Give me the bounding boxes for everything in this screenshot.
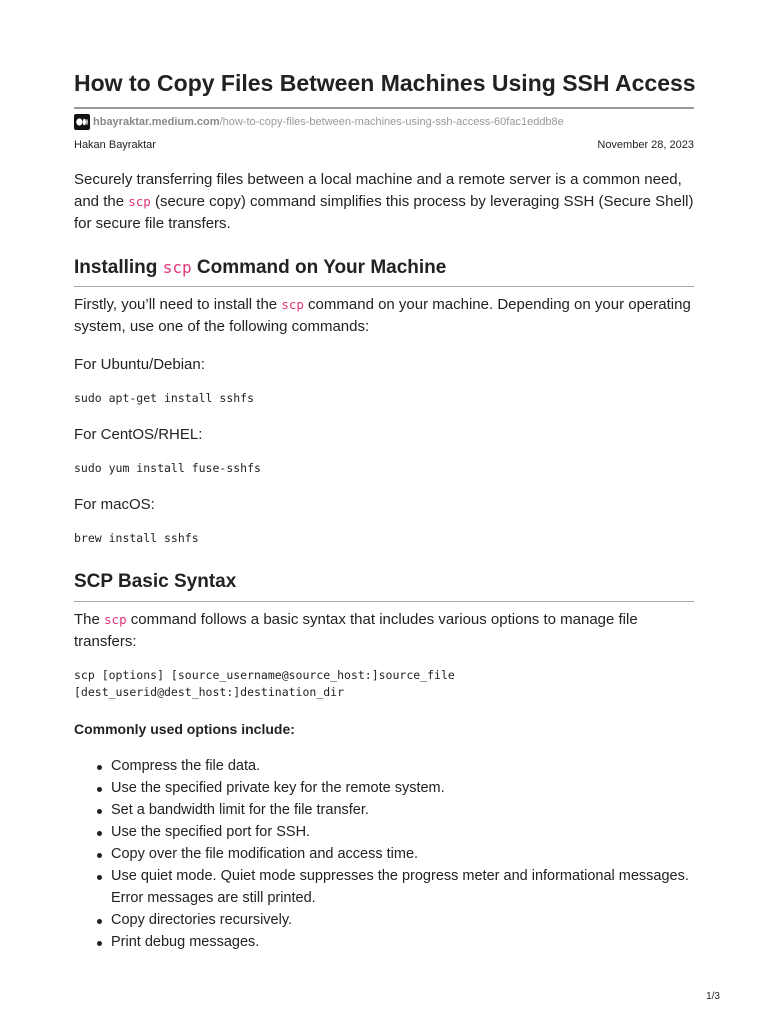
source-path: /how-to-copy-files-between-machines-using-ssh-access-60fac1eddb8e xyxy=(219,116,564,128)
title-divider xyxy=(74,107,694,109)
inline-code: scp xyxy=(281,297,304,312)
paragraph-text: Firstly, you’ll need to install the xyxy=(74,296,282,313)
list-item: Use the specified private key for the remote system. xyxy=(74,778,694,800)
section-heading-syntax: SCP Basic Syntax xyxy=(74,571,237,592)
options-title: Commonly used options include: xyxy=(74,721,295,737)
code-line: scp [options] [source_username@source_host:]source_file xyxy=(74,668,455,682)
author-name: Hakan Bayraktar xyxy=(74,139,156,151)
list-item: Set a bandwidth limit for the file transfer. xyxy=(74,800,694,822)
intro-text: Securely transferring files between a local machine and a remote server is a common need, and the xyxy=(74,171,682,210)
list-item: Use quiet mode. Quiet mode suppresses the progress meter and informational messages. Error messages are still printed. xyxy=(74,866,694,909)
inline-code: scp xyxy=(128,194,151,209)
article-meta xyxy=(74,139,694,151)
list-item: Print debug messages. xyxy=(74,932,694,954)
heading-text: Installing xyxy=(74,257,163,278)
section-divider xyxy=(74,286,694,287)
syntax-paragraph xyxy=(74,609,694,653)
command-macos: brew install sshfs xyxy=(74,531,199,545)
medium-logo-icon xyxy=(74,114,90,130)
source-link[interactable] xyxy=(74,114,564,130)
platform-label-macos: For macOS: xyxy=(74,496,155,513)
install-paragraph xyxy=(74,294,694,338)
list-item: Copy directories recursively. xyxy=(74,910,694,932)
heading-text-continued: Command on Your Machine xyxy=(191,257,447,278)
list-item: Use the specified port for SSH. xyxy=(74,822,694,844)
platform-label-centos: For CentOS/RHEL: xyxy=(74,426,203,443)
paragraph-text: The xyxy=(74,611,105,628)
paragraph-text-continued: command follows a basic syntax that includes various options to manage file transfers: xyxy=(74,611,638,650)
list-item: Copy over the file modification and access time. xyxy=(74,844,694,866)
publish-date: November 28, 2023 xyxy=(597,139,694,151)
article-title: How to Copy Files Between Machines Using SSH Access xyxy=(74,70,696,96)
paragraph-text-continued: command on your machine. Depending on your operating system, use one of the following commands: xyxy=(74,296,691,335)
page-number: 1/3 xyxy=(706,991,720,1002)
command-centos: sudo yum install fuse-sshfs xyxy=(74,461,261,475)
heading-inline-code: scp xyxy=(162,258,192,277)
code-line: [dest_userid@dest_host:]destination_dir xyxy=(74,685,345,699)
syntax-code-block xyxy=(74,667,694,701)
intro-paragraph xyxy=(74,169,694,235)
section-heading-install xyxy=(74,257,694,279)
intro-text-continued: (secure copy) command simplifies this process by leveraging SSH (Secure Shell) for secure file transfers. xyxy=(74,193,694,232)
list-item: Compress the file data. xyxy=(74,756,694,778)
inline-code: scp xyxy=(104,612,127,627)
command-ubuntu: sudo apt-get install sshfs xyxy=(74,391,255,405)
section-divider xyxy=(74,601,694,602)
source-domain: hbayraktar.medium.com xyxy=(93,116,220,128)
platform-label-ubuntu: For Ubuntu/Debian: xyxy=(74,356,205,373)
options-list xyxy=(74,756,694,954)
